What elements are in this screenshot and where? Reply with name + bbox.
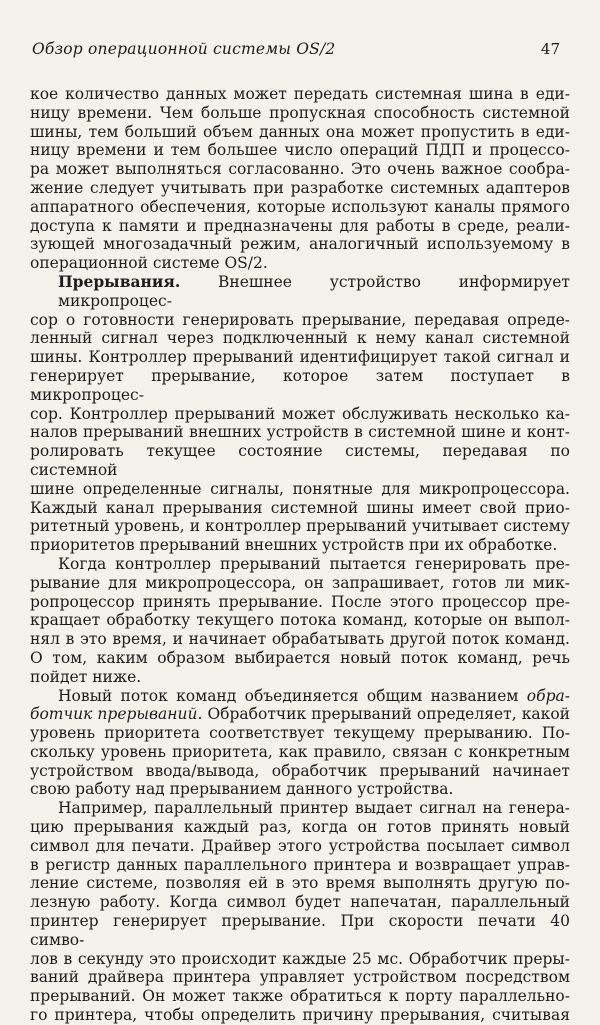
text-line: приоритетов прерываний внешних устройств при их обработке. [30, 536, 558, 555]
text-line: Например, параллельный принтер выдает сигнал на генера- [58, 799, 570, 818]
text-line: О том, каким образом выбирается новый поток команд, речь [30, 648, 570, 667]
text-line: генерирует прерывание, которое затем поступает в микропроцес- [30, 366, 570, 404]
text-line [30, 705, 570, 724]
text-line: го принтера, чтобы определить причину прерывания, считывая [30, 1006, 570, 1025]
text-line: ленный сигнал через подключенный к нему канал системной [30, 329, 570, 348]
text-line: пойдет ниже. [30, 667, 142, 686]
text-line: рывание для микропроцессора, он запрашивает, готов ли мик- [30, 573, 570, 592]
text-line: ление системе, позволяя ей в это время выполнять другую по- [30, 874, 570, 893]
text-line: ролировать текущее состояние системы, передавая по системной [30, 442, 570, 479]
paragraph [30, 799, 570, 1025]
text-line: нял в это время, и начинает обрабатывать другой поток команд. [30, 630, 570, 649]
text-line: доступа к памяти и предназначены для работы в среде, реали- [30, 216, 570, 235]
text-line: Каждый канал прерывания системной шины имеет свой прио- [30, 498, 570, 517]
text-line: в регистр данных параллельного принтера и возвращает управ- [30, 855, 570, 874]
text-line: прерываний. Он может также обратиться к порту параллельно- [30, 987, 570, 1006]
text-line: Когда контроллер прерываний пытается генерировать пре- [58, 554, 570, 573]
text-line: ницу времени. Чем больше пропускная способность системной [30, 103, 570, 122]
text-line: кращает обработку текущего потока команд, которые он выпол- [30, 611, 570, 630]
section-lead: Прерывания. [58, 271, 181, 291]
text-line: шине определенные сигналы, понятные для микропроцессора. [30, 479, 570, 498]
text-line: жение следует учитывать при разработке системных адаптеров [30, 178, 570, 197]
page-number: 47 [540, 40, 560, 58]
paragraph [30, 555, 570, 687]
running-title: Обзор операционной системы OS/2 [32, 40, 336, 58]
text-line [30, 687, 570, 706]
text-line: скольку уровень приоритета, как правило, связан с конкретным [30, 742, 570, 761]
text-line: принтер генерирует прерывание. При скорости печати 40 симво- [30, 912, 570, 949]
text-line: ритетный уровень, и контроллер прерываний учитывает систему [30, 517, 570, 536]
text-line: ропроцессор принять прерывание. После этого процессор пре- [30, 592, 570, 611]
text-line: шины. Контроллер прерываний идентифицирует такой сигнал и [30, 348, 570, 367]
text-line: операционной системе OS/2. [30, 254, 268, 273]
paragraph [30, 687, 570, 800]
text-line: сор. Контроллер прерываний может обслуживать несколько ка- [30, 404, 570, 423]
text-line: символ для печати. Драйвер этого устройства посылает символ [30, 836, 570, 855]
text-line: свою работу над прерыванием данного устройства. [30, 780, 454, 799]
text-line: ра может выполняться согласованно. Это очень важное сообра- [30, 160, 570, 179]
body-text [30, 85, 570, 1025]
text-line: кое количество данных может передать системная шина в еди- [30, 85, 570, 103]
text-line: лов в секунду это происходит каждые 25 мс. Обработчик преры- [30, 949, 570, 968]
term-italic: ботчик прерываний. [30, 705, 203, 724]
paragraph [30, 85, 570, 273]
text-line: сор о готовности генерировать прерывание, передавая опреде- [30, 310, 570, 329]
text-line: аппаратного обеспечения, которые используют каналы прямого [30, 197, 570, 216]
text-fragment: Новый поток команд объединяется общим названием [58, 686, 519, 705]
text-fragment: Обработчик прерываний определяет, какой [202, 705, 570, 724]
text-line: устройством ввода/вывода, обработчик прерываний начинает [30, 761, 570, 780]
page-header [32, 40, 560, 62]
text-line: шины, тем больший объем данных она может пропустить в еди- [30, 122, 570, 141]
text-line: цию прерывания каждый раз, когда он готов принять новый [30, 818, 570, 837]
paragraph [30, 273, 570, 555]
text-line: зующей многозадачный режим, аналогичный используемому в [30, 235, 570, 254]
text-line [30, 273, 570, 311]
term-italic: обра- [526, 686, 570, 705]
text-line: лезную работу. Когда символ будет напечатан, параллельный [30, 893, 570, 912]
text-line: ницу времени и тем большее число операций ПДП и процессо- [30, 141, 570, 160]
text-line: налов прерываний внешних устройств в системной шине и конт- [30, 423, 570, 442]
text-line: ваний драйвера принтера управляет устройством посредством [30, 968, 570, 987]
text-line: уровень приоритета соответствует текущему прерыванию. По- [30, 724, 570, 743]
text-fragment: Внешнее устройство информирует микропроцес- [58, 272, 570, 310]
